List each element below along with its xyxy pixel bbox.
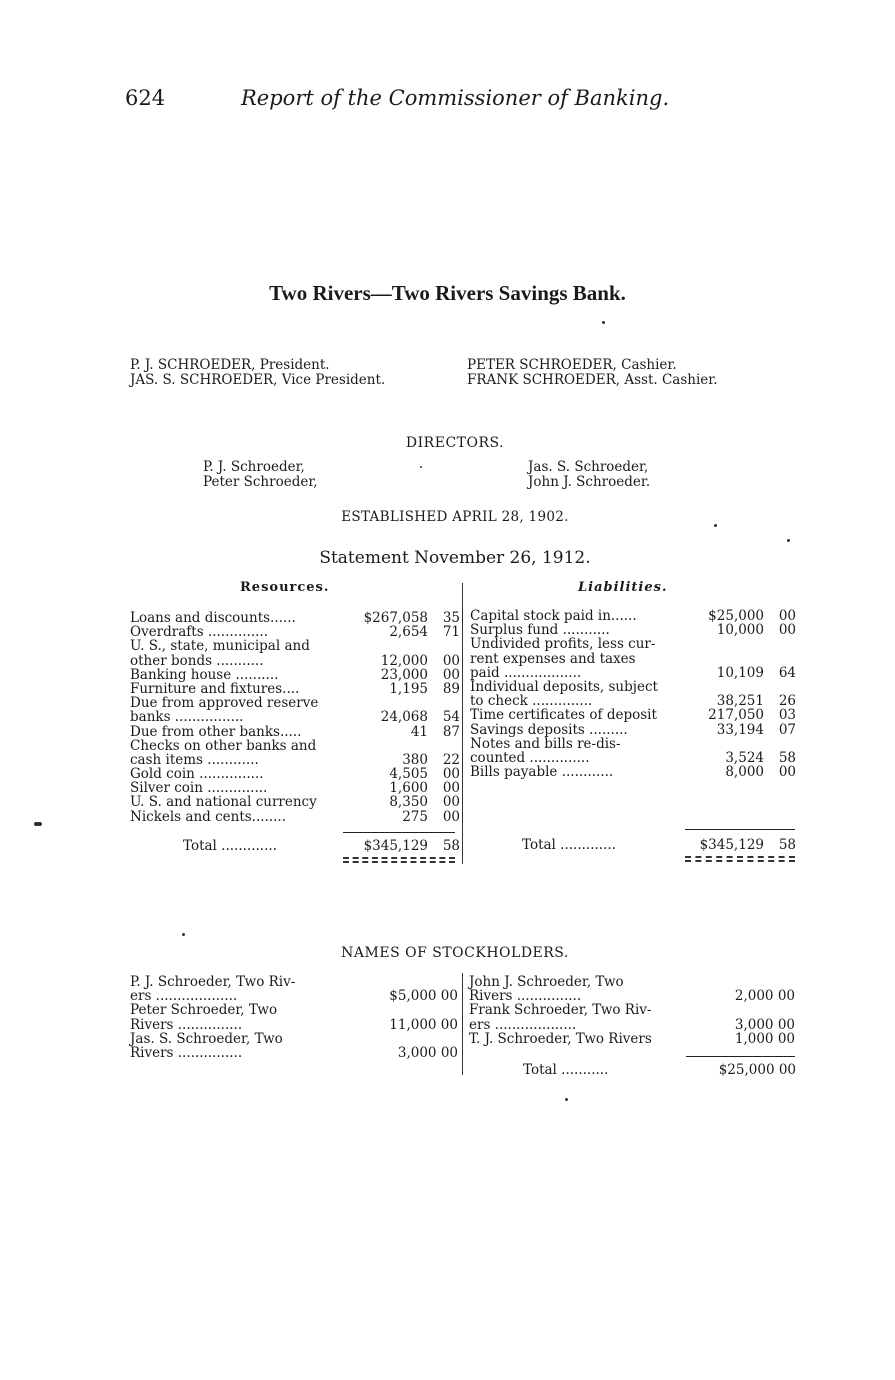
table-row bbox=[469, 975, 795, 989]
row-amount: $267,058 bbox=[363, 610, 428, 626]
row-label: Surplus fund ........... bbox=[470, 622, 610, 639]
row-cents: 58 bbox=[778, 749, 796, 766]
row-label: Notes and bills re-dis- bbox=[470, 735, 621, 752]
print-speck bbox=[787, 539, 790, 542]
table-row bbox=[130, 1032, 458, 1046]
table-row bbox=[130, 1018, 458, 1032]
row-label: Due from approved reserve bbox=[130, 695, 319, 712]
resources-heading: Resources. bbox=[240, 580, 330, 595]
row-label: P. J. Schroeder, Two Riv- bbox=[130, 974, 296, 990]
row-amount: 1,195 bbox=[389, 680, 428, 697]
table-row bbox=[130, 696, 460, 710]
table-row bbox=[470, 666, 796, 680]
bank-title: Two Rivers—Two Rivers Savings Bank. bbox=[269, 281, 626, 305]
table-row bbox=[470, 652, 796, 666]
row-label: Capital stock paid in...... bbox=[470, 608, 637, 624]
director-name: P. J. Schroeder, bbox=[203, 459, 305, 475]
row-cents: 64 bbox=[778, 664, 796, 681]
row-label: Furniture and fixtures.... bbox=[130, 680, 300, 697]
row-cents: 00 bbox=[778, 764, 796, 781]
table-row bbox=[470, 637, 796, 651]
print-speck bbox=[714, 524, 717, 527]
officer-line: JAS. S. SCHROEDER, Vice President. bbox=[130, 372, 386, 388]
table-row bbox=[130, 767, 460, 781]
officers-right bbox=[467, 358, 718, 388]
directors-right bbox=[528, 460, 650, 490]
table-row bbox=[470, 694, 796, 708]
table-row bbox=[130, 795, 460, 809]
row-cents: 00 bbox=[442, 666, 460, 683]
row-label: Overdrafts .............. bbox=[130, 624, 268, 641]
row-label: Checks on other banks and bbox=[130, 737, 317, 754]
row-label: Jas. S. Schroeder, Two bbox=[130, 1030, 283, 1047]
row-amount: 1,600 bbox=[389, 780, 428, 797]
table-row bbox=[470, 737, 796, 751]
officer-line: PETER SCHROEDER, Cashier. bbox=[467, 357, 677, 373]
row-amount: 1,000 00 bbox=[734, 1030, 795, 1047]
row-cents: 35 bbox=[442, 610, 460, 626]
print-speck bbox=[420, 466, 422, 468]
table-row bbox=[469, 1032, 795, 1046]
table-row bbox=[470, 765, 796, 779]
liabilities-heading: Liabilities. bbox=[578, 580, 668, 595]
total-cents: 58 bbox=[442, 838, 460, 854]
row-amount: 10,109 bbox=[716, 664, 764, 681]
director-name: Peter Schroeder, bbox=[203, 474, 318, 490]
resources-total-rule bbox=[343, 832, 455, 833]
table-row bbox=[130, 1003, 458, 1017]
stockholders-heading: NAMES OF STOCKHOLDERS. bbox=[341, 945, 569, 961]
directors-left bbox=[203, 460, 318, 490]
table-row bbox=[130, 625, 460, 639]
table-row bbox=[130, 975, 458, 989]
row-amount: 8,000 bbox=[725, 764, 764, 781]
row-label: U. S., state, municipal and bbox=[130, 638, 310, 655]
row-amount: 41 bbox=[410, 723, 428, 740]
print-speck bbox=[565, 1098, 568, 1101]
table-row bbox=[130, 682, 460, 696]
row-label: Frank Schroeder, Two Riv- bbox=[469, 1002, 652, 1019]
row-label: Due from other banks..... bbox=[130, 723, 302, 740]
row-cents: 22 bbox=[442, 751, 460, 768]
print-speck bbox=[182, 933, 185, 936]
row-label: rent expenses and taxes bbox=[470, 650, 636, 667]
row-label: U. S. and national currency bbox=[130, 794, 317, 811]
row-amount: 8,350 bbox=[389, 794, 428, 811]
total-amount: $345,129 bbox=[363, 838, 428, 854]
row-label: Time certificates of deposit bbox=[470, 707, 657, 724]
statement-date: Statement November 26, 1912. bbox=[319, 548, 591, 568]
row-label: Gold coin ............... bbox=[130, 766, 264, 783]
table-row bbox=[130, 725, 460, 739]
row-amount: 38,251 bbox=[716, 693, 764, 710]
row-cents: 89 bbox=[442, 680, 460, 697]
row-amount: 2,000 00 bbox=[734, 988, 795, 1005]
table-row bbox=[130, 611, 460, 625]
row-cents: 00 bbox=[442, 780, 460, 797]
row-label: paid .................. bbox=[470, 664, 582, 681]
row-cents: 00 bbox=[442, 794, 460, 811]
total-label: Total ............. bbox=[522, 837, 616, 853]
row-amount: 3,000 00 bbox=[734, 1016, 795, 1033]
directors-heading: DIRECTORS. bbox=[405, 435, 505, 451]
liabilities-double-rule bbox=[685, 856, 795, 862]
row-amount: 10,000 bbox=[716, 622, 764, 639]
table-row bbox=[469, 989, 795, 1003]
row-label: Rivers ............... bbox=[469, 988, 582, 1005]
table-row bbox=[130, 1046, 458, 1060]
row-amount: 4,505 bbox=[389, 766, 428, 783]
total-label: Total ............. bbox=[183, 838, 277, 854]
row-label: Rivers ............... bbox=[130, 1016, 243, 1033]
stockholders-left-list bbox=[130, 975, 458, 1060]
table-row bbox=[130, 639, 460, 653]
row-label: ers ................... bbox=[130, 988, 238, 1005]
row-cents: 87 bbox=[442, 723, 460, 740]
row-amount: 23,000 bbox=[380, 666, 428, 683]
print-speck bbox=[602, 321, 605, 324]
row-label: Savings deposits ......... bbox=[470, 721, 628, 738]
stockholders-total-rule bbox=[686, 1056, 795, 1057]
table-row bbox=[130, 654, 460, 668]
row-cents: 00 bbox=[442, 766, 460, 783]
table-row bbox=[470, 623, 796, 637]
row-amount: 275 bbox=[402, 808, 428, 825]
row-label: Loans and discounts...... bbox=[130, 610, 296, 626]
row-label: other bonds ........... bbox=[130, 652, 264, 669]
officers-left bbox=[130, 358, 385, 388]
total-amount: $345,129 bbox=[699, 837, 764, 853]
row-label: Silver coin .............. bbox=[130, 780, 268, 797]
table-row bbox=[470, 708, 796, 722]
row-cents: 00 bbox=[778, 622, 796, 639]
row-amount: $5,000 00 bbox=[389, 988, 458, 1005]
table-row bbox=[130, 739, 460, 753]
row-amount: 11,000 00 bbox=[389, 1016, 458, 1033]
total-cents: 58 bbox=[778, 837, 796, 853]
officer-line: P. J. SCHROEDER, President. bbox=[130, 357, 330, 373]
column-divider bbox=[462, 583, 463, 864]
row-cents: 26 bbox=[778, 693, 796, 710]
table-row bbox=[470, 680, 796, 694]
liabilities-table bbox=[470, 609, 796, 779]
print-speck bbox=[34, 822, 42, 826]
row-amount: $25,000 bbox=[708, 608, 764, 624]
resources-double-rule bbox=[343, 857, 455, 863]
row-amount: 24,068 bbox=[380, 709, 428, 726]
row-label: ers ................... bbox=[469, 1016, 577, 1033]
total-label: Total ........... bbox=[523, 1062, 609, 1078]
row-label: Nickels and cents........ bbox=[130, 808, 287, 825]
row-label: to check .............. bbox=[470, 693, 593, 710]
row-label: T. J. Schroeder, Two Rivers bbox=[469, 1030, 652, 1047]
row-amount: 217,050 bbox=[708, 707, 764, 724]
table-row bbox=[130, 668, 460, 682]
table-row bbox=[130, 710, 460, 724]
table-row bbox=[130, 989, 458, 1003]
row-cents: 00 bbox=[778, 608, 796, 624]
table-row bbox=[469, 1003, 795, 1017]
row-cents: 07 bbox=[778, 721, 796, 738]
row-cents: 03 bbox=[778, 707, 796, 724]
resources-table bbox=[130, 611, 460, 824]
row-label: Peter Schroeder, Two bbox=[130, 1002, 278, 1019]
total-amount: $25,000 00 bbox=[718, 1062, 796, 1078]
page-number: 624 bbox=[125, 86, 166, 110]
row-cents: 00 bbox=[442, 808, 460, 825]
established-line: ESTABLISHED APRIL 28, 1902. bbox=[341, 509, 569, 525]
row-label: Rivers ............... bbox=[130, 1044, 243, 1061]
row-amount: 12,000 bbox=[380, 652, 428, 669]
row-label: Individual deposits, subject bbox=[470, 678, 658, 695]
row-label: banks ................ bbox=[130, 709, 244, 726]
table-row bbox=[470, 723, 796, 737]
row-amount: 3,000 00 bbox=[397, 1044, 458, 1061]
row-label: Banking house .......... bbox=[130, 666, 279, 683]
table-row bbox=[470, 751, 796, 765]
stockholders-divider bbox=[462, 973, 463, 1075]
table-row bbox=[130, 781, 460, 795]
row-label: cash items ............ bbox=[130, 751, 259, 768]
director-name: Jas. S. Schroeder, bbox=[528, 459, 649, 475]
row-amount: 2,654 bbox=[389, 624, 428, 641]
row-cents: 71 bbox=[442, 624, 460, 641]
stockholders-right-list bbox=[469, 975, 795, 1046]
row-label: Undivided profits, less cur- bbox=[470, 636, 656, 653]
officer-line: FRANK SCHROEDER, Asst. Cashier. bbox=[467, 372, 718, 388]
row-cents: 54 bbox=[442, 709, 460, 726]
row-label: counted .............. bbox=[470, 749, 590, 766]
director-name: John J. Schroeder. bbox=[528, 474, 651, 490]
row-amount: 33,194 bbox=[716, 721, 764, 738]
row-amount: 380 bbox=[402, 751, 428, 768]
row-amount: 3,524 bbox=[725, 749, 764, 766]
row-label: Bills payable ............ bbox=[470, 764, 614, 781]
table-row bbox=[470, 609, 796, 623]
table-row bbox=[469, 1018, 795, 1032]
row-cents: 00 bbox=[442, 652, 460, 669]
table-row bbox=[130, 810, 460, 824]
row-label: John J. Schroeder, Two bbox=[469, 974, 624, 990]
table-row bbox=[130, 753, 460, 767]
liabilities-total-rule bbox=[685, 829, 795, 830]
running-title: Report of the Commissioner of Banking. bbox=[241, 86, 670, 110]
